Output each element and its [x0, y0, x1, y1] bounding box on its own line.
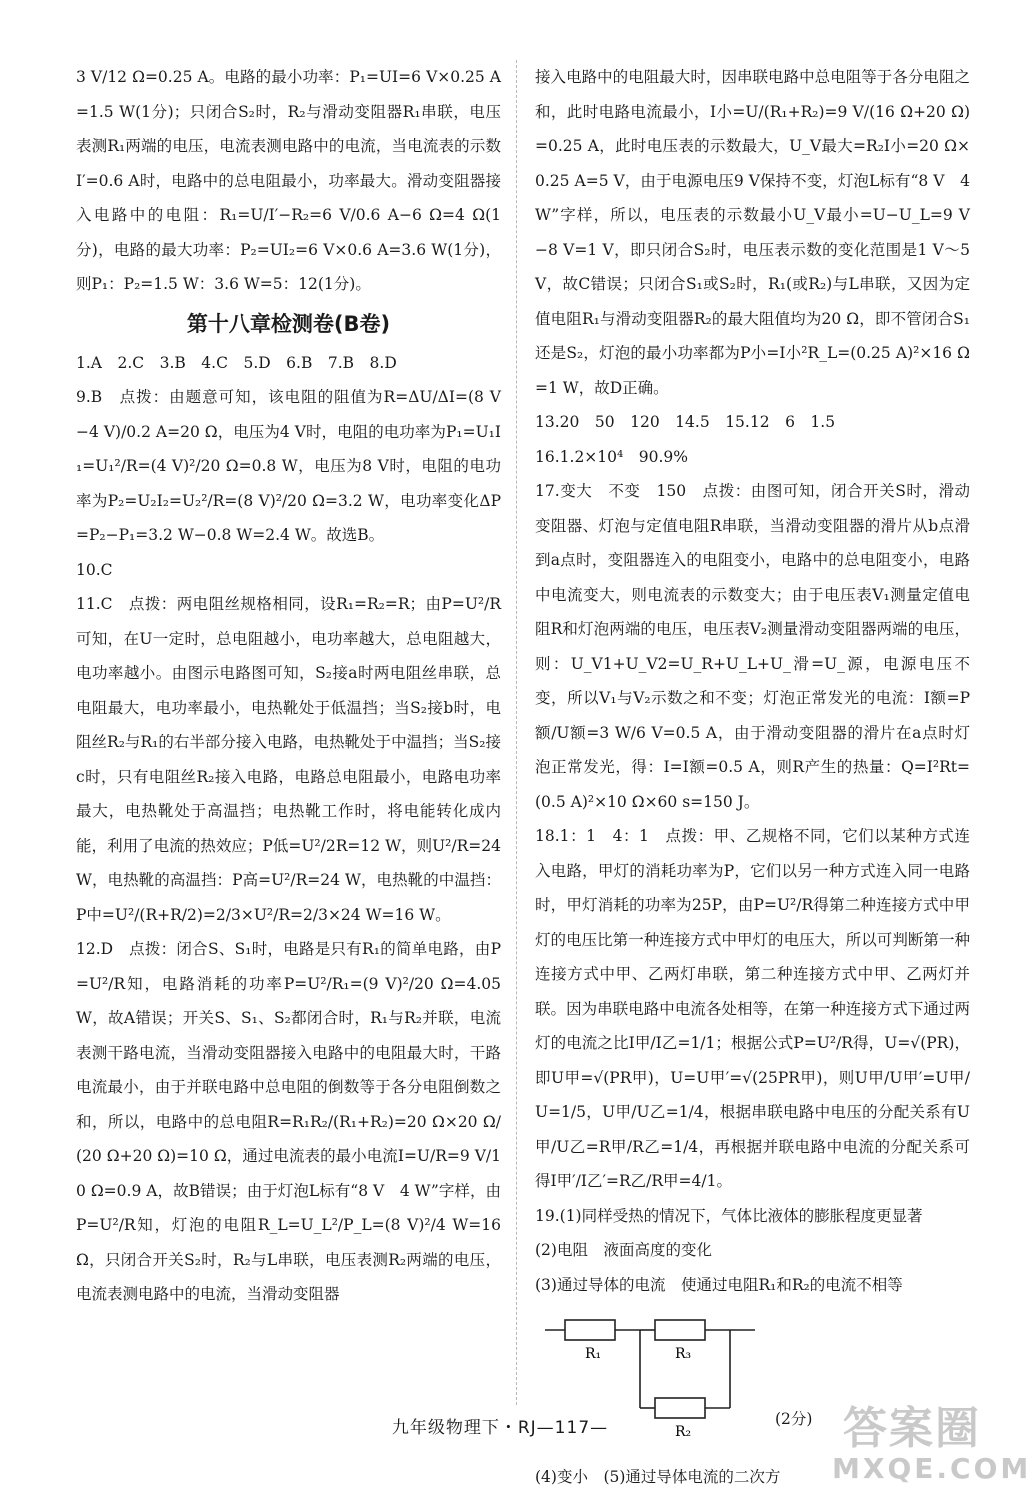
answers-1-8: 1.A 2.C 3.B 4.C 5.D 6.B 7.B 8.D [76, 353, 397, 372]
answer-q17: 17.变大 不变 150 点拨：由图可知，闭合开关S时，滑动变阻器、灯泡与定值电阻R串联，当滑动变阻器的滑片从b点滑到a点时，变阻器连入的电阻变小，电路中的总电阻变小，电路中电流变大，则电流表的示数变大；由于电压表V₁测量定值电阻R和灯泡两端的电压，电压表V₂测量滑动变阻器两端的电压，则：U_V1+U_V2=U_R+U_L+U_滑=U_源，电源电压不变，所以V₁与V₂示数之和不变；灯泡正常发光的电流：I额=P额/U额=3 W/6 V=0.5 A，由于滑动变阻器的滑片在a点时灯泡正常发光，得：I=I额=0.5 A，则R产生的热量：Q=I²Rt=(0.5 A)²×10 Ω×60 s=150 J。 [535, 482, 970, 811]
answer-q18: 18.1：1 4：1 点拨：甲、乙规格不同，它们以某种方式连入电路，甲灯的消耗功率为P，它们以另一种方式连入同一电路时，甲灯消耗的功率为25P，由P=U²/R得第二种连接方式中甲灯的电压比第一种连接方式中甲灯的电压大，所以可判断第一种连接方式中甲、乙两灯串联，第二种连接方式中甲、乙两灯并联。因为串联电路中电流各处相等，在第一种连接方式下通过两灯的电流之比I甲/I乙=1/1；根据公式P=U²/R得，U=√(PR)，即U甲=√(PR甲)，U=U甲′=√(25PR甲)，则U甲/U甲′=U甲/U=1/5，U甲/U乙=1/4，根据串联电路中电压的分配关系有U甲/U乙=R甲/R乙=1/4，再根据并联电路中电流的分配关系可得I甲′/I乙′=R乙/R甲=4/1。 [535, 827, 970, 1190]
answer-q12-continued: 接入电路中的电阻最大时，因串联电路中总电阻等于各分电阻之和，此时电路电流最小，I小=U/(R₁+R₂)=9 V/(16 Ω+20 Ω)=0.25 A，此时电压表的示数最大，U_V最大=R₂I小=20 Ω×0.25 A=5 V，由于电源电压9 V保持不变，灯泡L标有“8 V 4 W”字样，所以，电压表的示数最小U_V最小=U−U_L=9 V−8 V=1 V，即只闭合S₂时，电压表示数的变化范围是1 V～5 V，故C错误；只闭合S₁或S₂时，R₁(或R₂)与L串联，又因为定值电阻R₁与滑动变阻器R₂的最大阻值均为20 Ω，即不管闭合S₁还是S₂，灯泡的最小功率都为P小=I小²R_L=(0.25 A)²×16 Ω=1 W，故D正确。 [535, 68, 970, 397]
right-column [535, 60, 970, 1495]
answer-q16: 16.1.2×10⁴ 90.9% [535, 447, 688, 466]
answer-q19-1: 19.(1)同样受热的情况下，气体比液体的膨胀程度更显著 [535, 1206, 923, 1225]
answer-q11: 11.C 点拨：两电阻丝规格相同，设R₁=R₂=R；由P=U²/R可知，在U一定时，总电阻越小，电功率越大，总电阻越大，电功率越小。由图示电路图可知，S₂接a时两电阻丝串联，总电阻最大，电功率最小，电热靴处于低温挡；当S₂接b时，电阻丝R₂与R₁的右半部分接入电路，电热靴处于中温挡；当S₂接c时，只有电阻丝R₂接入电路，电路总电阻最小，电路电功率最大，电热靴处于高温挡；电热靴工作时，将电能转化成内能，利用了电流的热效应；P低=U²/2R=12 W，则U²/R=24 W，电热靴的高温挡：P高=U²/R=24 W，电热靴的中温挡：P中=U²/(R+R/2)=2/3×U²/R=2/3×24 W=16 W。 [76, 595, 501, 924]
page-footer: 九年级物理下・RJ—117— [391, 1418, 609, 1438]
label-r3: R₃ [675, 1346, 692, 1362]
answer-q12: 12.D 点拨：闭合S、S₁时，电路是只有R₁的简单电路，由P=U²/R知，电路消耗的功率P=U²/R₁=(9 V)²/20 Ω=4.05 W，故A错误；开关S、S₁、S₂都闭合时，R₁与R₂并联，电流表测干路电流，当滑动变阻器接入电路中的电阻最大时，干路电流最小，由于并联电路中总电阻的倒数等于各分电阻倒数之和，所以，电路中的总电阻R=R₁R₂/(R₁+R₂)=20 Ω×20 Ω/(20 Ω+20 Ω)=10 Ω，通过电流表的最小电流I=U/R=9 V/10 Ω=0.9 A，故B错误；由于灯泡L标有“8 V 4 W”字样，由P=U²/R知，灯泡的电阻R_L=U_L²/P_L=(8 V)²/4 W=16 Ω，只闭合开关S₂时，R₂与L串联，电压表测R₂两端的电压，电流表测电路中的电流，当滑动变阻器 [76, 940, 501, 1303]
answer-q9: 9.B 点拨：由题意可知，该电阻的阻值为R=ΔU/ΔI=(8 V−4 V)/0.2 A=20 Ω，电压为4 V时，电阻的电功率为P₁=U₁I₁=U₁²/R=(4 V)²/20 Ω=0.8 W，电压为8 V时，电阻的电功率为P₂=U₂I₂=U₂²/R=(8 V)²/20 Ω=3.2 W，电功率变化ΔP=P₂−P₁=3.2 W−0.8 W=2.4 W。故选B。 [76, 388, 501, 544]
label-r2: R₂ [675, 1424, 692, 1440]
column-divider [516, 60, 517, 1405]
watermark-logo [832, 1403, 1031, 1491]
label-r1: R₁ [585, 1346, 602, 1362]
watermark-url: MXQE.COM [832, 1452, 1031, 1485]
left-column [76, 60, 501, 1312]
watermark-glyphs: 答案圈 [843, 1403, 981, 1454]
answer-q19-2: (2)电阻 液面高度的变化 [535, 1241, 712, 1259]
score-note: (2分) [775, 1410, 813, 1428]
section-title: 第十八章检测卷(B卷) [186, 311, 391, 336]
answer-q19-4-5: (4)变小 (5)通过导体电流的二次方 [535, 1468, 781, 1486]
answer-q19-3: (3)通过导体的电流 使通过电阻R₁和R₂的电流不相等 [535, 1275, 903, 1294]
resistor-r1 [565, 1320, 615, 1340]
answers-13-15: 13.20 50 120 14.5 15.12 6 1.5 [535, 413, 836, 431]
answer-paragraph-prev: 3 V/12 Ω=0.25 A。电路的最小功率：P₁=UI=6 V×0.25 A=1.5 W(1分)；只闭合S₂时，R₂与滑动变阻器R₁串联，电压表测R₁两端的电压，电流表测电路中的电流，当电流表的示数I′=0.6 A时，电路中的总电阻最小，功率最大。滑动变阻器接入电路中的电阻：R₁=U/I′−R₂=6 V/0.6 A−6 Ω=4 Ω(1分)，电路的最大功率：P₂=UI₂=6 V×0.6 A=3.6 W(1分)，则P₁：P₂=1.5 W：3.6 W=5：12(1分)。 [76, 68, 501, 293]
answer-q10: 10.C [76, 560, 113, 579]
resistor-r3 [655, 1320, 705, 1340]
